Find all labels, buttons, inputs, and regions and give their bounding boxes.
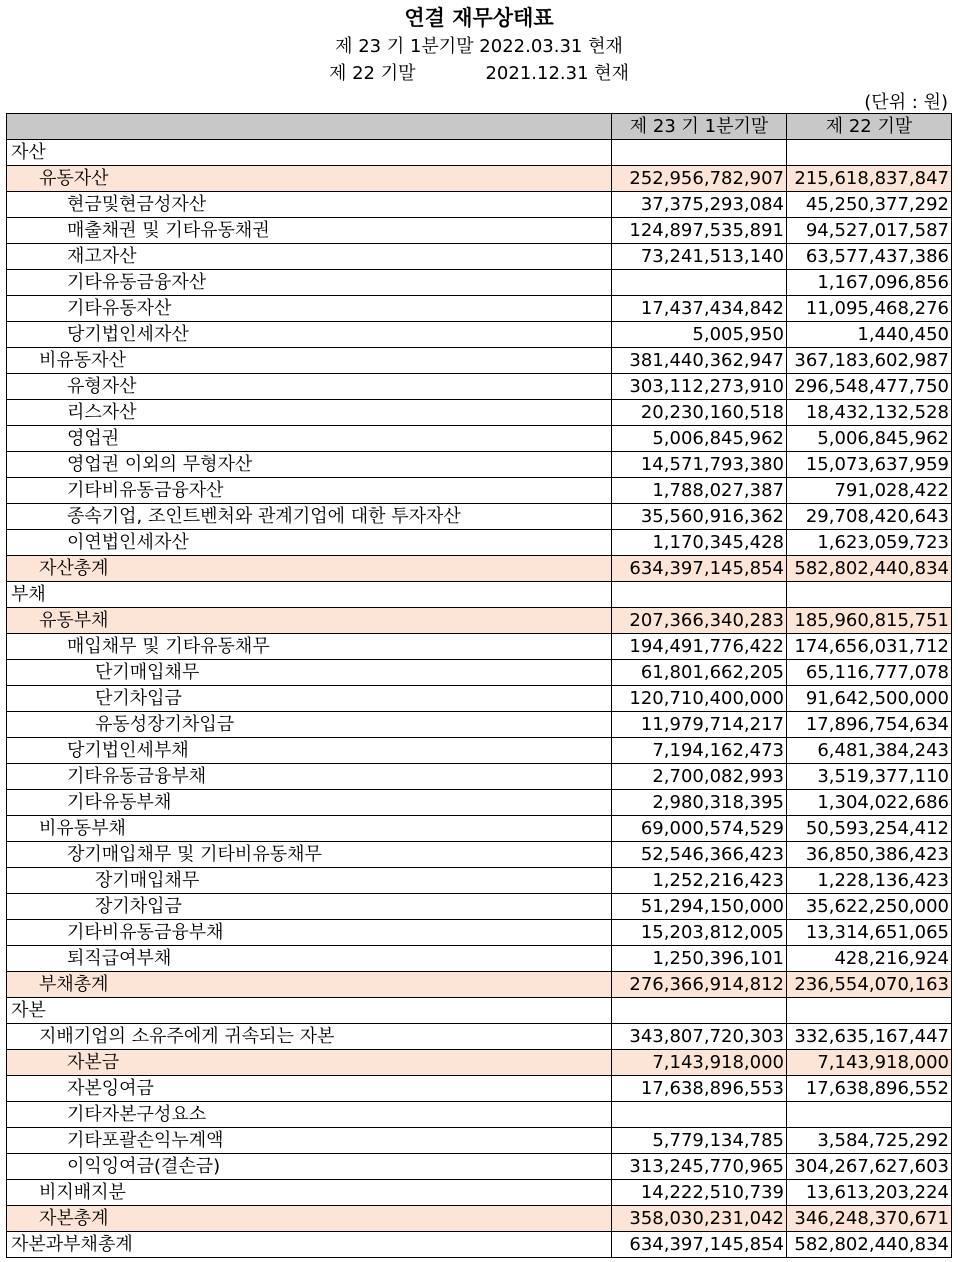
prior-period-value: 11,095,468,276 xyxy=(787,296,952,322)
account-name: 기타비유동금융부채 xyxy=(7,920,612,946)
table-row xyxy=(7,296,952,322)
account-name: 기타포괄손익누계액 xyxy=(7,1128,612,1154)
header-current-period: 제 23 기 1분기말 xyxy=(612,114,787,140)
table-row xyxy=(7,738,952,764)
account-name: 비지배지분 xyxy=(7,1180,612,1206)
prior-period-value: 3,519,377,110 xyxy=(787,764,952,790)
current-period-value xyxy=(612,582,787,608)
table-row xyxy=(7,322,952,348)
prior-period-value: 65,116,777,078 xyxy=(787,660,952,686)
current-period-value: 252,956,782,907 xyxy=(612,166,787,192)
current-period-value: 7,143,918,000 xyxy=(612,1050,787,1076)
account-name: 비유동부채 xyxy=(7,816,612,842)
account-name: 종속기업, 조인트벤처와 관계기업에 대한 투자자산 xyxy=(7,504,612,530)
current-period-value xyxy=(612,270,787,296)
current-period-value: 14,571,793,380 xyxy=(612,452,787,478)
prior-period-value: 45,250,377,292 xyxy=(787,192,952,218)
prior-period-value: 18,432,132,528 xyxy=(787,400,952,426)
table-row xyxy=(7,218,952,244)
prior-period-value: 174,656,031,712 xyxy=(787,634,952,660)
header-prior-period: 제 22 기말 xyxy=(787,114,952,140)
current-period-value: 1,170,345,428 xyxy=(612,530,787,556)
account-name: 매출채권 및 기타유동채권 xyxy=(7,218,612,244)
account-name: 현금및현금성자산 xyxy=(7,192,612,218)
current-period-value: 1,788,027,387 xyxy=(612,478,787,504)
prior-period-value: 582,802,440,834 xyxy=(787,556,952,582)
prior-period-date: 2021.12.31 현재 xyxy=(485,63,630,84)
account-name: 영업권 xyxy=(7,426,612,452)
table-row xyxy=(7,790,952,816)
table-row xyxy=(7,946,952,972)
table-row xyxy=(7,582,952,608)
table-row xyxy=(7,1206,952,1232)
prior-period-value xyxy=(787,582,952,608)
table-row xyxy=(7,478,952,504)
account-name: 영업권 이외의 무형자산 xyxy=(7,452,612,478)
prior-period-value: 1,623,059,723 xyxy=(787,530,952,556)
current-period-value: 313,245,770,965 xyxy=(612,1154,787,1180)
account-name: 장기차입금 xyxy=(7,894,612,920)
prior-period-value: 296,548,477,750 xyxy=(787,374,952,400)
prior-period-value xyxy=(787,1102,952,1128)
current-period-value: 73,241,513,140 xyxy=(612,244,787,270)
account-name: 지배기업의 소유주에게 귀속되는 자본 xyxy=(7,1024,612,1050)
account-name: 이익잉여금(결손금) xyxy=(7,1154,612,1180)
table-row xyxy=(7,894,952,920)
prior-period-value: 35,622,250,000 xyxy=(787,894,952,920)
prior-period-value: 791,028,422 xyxy=(787,478,952,504)
table-row xyxy=(7,556,952,582)
account-name: 단기매입채무 xyxy=(7,660,612,686)
account-name: 자본과부채총계 xyxy=(7,1232,612,1258)
current-period-value xyxy=(612,140,787,166)
account-name: 부채 xyxy=(7,582,612,608)
account-name: 자산총계 xyxy=(7,556,612,582)
current-period-value: 124,897,535,891 xyxy=(612,218,787,244)
prior-period-value: 1,167,096,856 xyxy=(787,270,952,296)
prior-period-value: 332,635,167,447 xyxy=(787,1024,952,1050)
account-name: 자본총계 xyxy=(7,1206,612,1232)
current-period-value: 35,560,916,362 xyxy=(612,504,787,530)
table-header-row xyxy=(7,114,952,140)
prior-period-value: 7,143,918,000 xyxy=(787,1050,952,1076)
account-name: 자본잉여금 xyxy=(7,1076,612,1102)
current-period-value: 194,491,776,422 xyxy=(612,634,787,660)
current-period-value: 37,375,293,084 xyxy=(612,192,787,218)
current-period-value: 14,222,510,739 xyxy=(612,1180,787,1206)
table-row xyxy=(7,504,952,530)
account-name: 자본 xyxy=(7,998,612,1024)
current-period-value: 343,807,720,303 xyxy=(612,1024,787,1050)
prior-period-line xyxy=(0,59,958,85)
current-period-value: 11,979,714,217 xyxy=(612,712,787,738)
prior-period-value: 6,481,384,243 xyxy=(787,738,952,764)
current-period-value: 2,700,082,993 xyxy=(612,764,787,790)
table-row xyxy=(7,660,952,686)
table-row xyxy=(7,426,952,452)
current-period-line: 제 23 기 1분기말 2022.03.31 현재 xyxy=(335,36,623,57)
prior-period-value: 13,314,651,065 xyxy=(787,920,952,946)
account-name: 매입채무 및 기타유동채무 xyxy=(7,634,612,660)
prior-period-value: 50,593,254,412 xyxy=(787,816,952,842)
unit-label: (단위 : 원) xyxy=(864,92,948,113)
account-name: 당기법인세부채 xyxy=(7,738,612,764)
table-row xyxy=(7,348,952,374)
current-period-value: 5,779,134,785 xyxy=(612,1128,787,1154)
account-name: 리스자산 xyxy=(7,400,612,426)
prior-period-value: 1,304,022,686 xyxy=(787,790,952,816)
prior-period-value: 3,584,725,292 xyxy=(787,1128,952,1154)
current-period-value: 1,250,396,101 xyxy=(612,946,787,972)
table-row xyxy=(7,920,952,946)
account-name: 유형자산 xyxy=(7,374,612,400)
current-period-value: 634,397,145,854 xyxy=(612,556,787,582)
table-row xyxy=(7,140,952,166)
prior-period-value: 236,554,070,163 xyxy=(787,972,952,998)
current-period-value: 5,006,845,962 xyxy=(612,426,787,452)
table-row xyxy=(7,686,952,712)
prior-period-value: 582,802,440,834 xyxy=(787,1232,952,1258)
account-name: 기타유동금융자산 xyxy=(7,270,612,296)
current-period-value: 61,801,662,205 xyxy=(612,660,787,686)
prior-period-value: 1,228,136,423 xyxy=(787,868,952,894)
prior-period-value: 185,960,815,751 xyxy=(787,608,952,634)
current-period-value: 120,710,400,000 xyxy=(612,686,787,712)
account-name: 재고자산 xyxy=(7,244,612,270)
table-row xyxy=(7,868,952,894)
account-name: 기타유동부채 xyxy=(7,790,612,816)
account-name: 단기차입금 xyxy=(7,686,612,712)
account-name: 이연법인세자산 xyxy=(7,530,612,556)
current-period-value: 276,366,914,812 xyxy=(612,972,787,998)
current-period-value: 1,252,216,423 xyxy=(612,868,787,894)
table-row xyxy=(7,530,952,556)
current-period-value: 2,980,318,395 xyxy=(612,790,787,816)
statement-title: 연결 재무상태표 xyxy=(404,6,554,30)
current-period-value: 7,194,162,473 xyxy=(612,738,787,764)
prior-period-value: 5,006,845,962 xyxy=(787,426,952,452)
current-period-value: 207,366,340,283 xyxy=(612,608,787,634)
current-period-value: 5,005,950 xyxy=(612,322,787,348)
prior-period-value: 17,638,896,552 xyxy=(787,1076,952,1102)
table-row xyxy=(7,998,952,1024)
table-row xyxy=(7,270,952,296)
current-period-value: 51,294,150,000 xyxy=(612,894,787,920)
prior-period-value: 215,618,837,847 xyxy=(787,166,952,192)
prior-period-value: 1,440,450 xyxy=(787,322,952,348)
current-period-value: 358,030,231,042 xyxy=(612,1206,787,1232)
account-name: 자산 xyxy=(7,140,612,166)
account-name: 자본금 xyxy=(7,1050,612,1076)
account-name: 당기법인세자산 xyxy=(7,322,612,348)
current-period-value xyxy=(612,1102,787,1128)
prior-period-label: 제 22 기말 xyxy=(328,63,416,84)
account-name: 부채총계 xyxy=(7,972,612,998)
table-row xyxy=(7,1180,952,1206)
table-row xyxy=(7,816,952,842)
table-row xyxy=(7,712,952,738)
account-name: 기타비유동금융자산 xyxy=(7,478,612,504)
table-row xyxy=(7,374,952,400)
header-account xyxy=(7,114,612,140)
account-name: 유동부채 xyxy=(7,608,612,634)
table-row xyxy=(7,452,952,478)
prior-period-value: 36,850,386,423 xyxy=(787,842,952,868)
table-row xyxy=(7,400,952,426)
prior-period-value: 367,183,602,987 xyxy=(787,348,952,374)
prior-period-value: 13,613,203,224 xyxy=(787,1180,952,1206)
prior-period-value: 91,642,500,000 xyxy=(787,686,952,712)
table-row xyxy=(7,192,952,218)
current-period-value: 17,437,434,842 xyxy=(612,296,787,322)
table-row xyxy=(7,972,952,998)
account-name: 유동성장기차입금 xyxy=(7,712,612,738)
table-row xyxy=(7,764,952,790)
table-row xyxy=(7,244,952,270)
current-period-value: 15,203,812,005 xyxy=(612,920,787,946)
table-row xyxy=(7,842,952,868)
account-name: 비유동자산 xyxy=(7,348,612,374)
table-body xyxy=(7,140,952,1258)
prior-period-value: 29,708,420,643 xyxy=(787,504,952,530)
prior-period-value: 428,216,924 xyxy=(787,946,952,972)
account-name: 장기매입채무 및 기타비유동채무 xyxy=(7,842,612,868)
table-row xyxy=(7,1232,952,1258)
account-name: 기타유동자산 xyxy=(7,296,612,322)
account-name: 기타유동금융부채 xyxy=(7,764,612,790)
table-row xyxy=(7,608,952,634)
table-row xyxy=(7,1128,952,1154)
current-period-value: 634,397,145,854 xyxy=(612,1232,787,1258)
table-row xyxy=(7,1102,952,1128)
account-name: 장기매입채무 xyxy=(7,868,612,894)
prior-period-value: 15,073,637,959 xyxy=(787,452,952,478)
account-name: 유동자산 xyxy=(7,166,612,192)
current-period-value: 52,546,366,423 xyxy=(612,842,787,868)
current-period-value: 17,638,896,553 xyxy=(612,1076,787,1102)
balance-sheet-table xyxy=(6,113,952,1258)
prior-period-value: 17,896,754,634 xyxy=(787,712,952,738)
table-row xyxy=(7,1076,952,1102)
table-row xyxy=(7,1154,952,1180)
account-name: 퇴직급여부채 xyxy=(7,946,612,972)
prior-period-value: 346,248,370,671 xyxy=(787,1206,952,1232)
prior-period-value xyxy=(787,140,952,166)
table-row xyxy=(7,1024,952,1050)
current-period-value: 303,112,273,910 xyxy=(612,374,787,400)
prior-period-value: 63,577,437,386 xyxy=(787,244,952,270)
current-period-value: 69,000,574,529 xyxy=(612,816,787,842)
table-row xyxy=(7,1050,952,1076)
table-row xyxy=(7,166,952,192)
table-row xyxy=(7,634,952,660)
current-period-value xyxy=(612,998,787,1024)
current-period-value: 381,440,362,947 xyxy=(612,348,787,374)
prior-period-value xyxy=(787,998,952,1024)
account-name: 기타자본구성요소 xyxy=(7,1102,612,1128)
prior-period-value: 94,527,017,587 xyxy=(787,218,952,244)
prior-period-value: 304,267,627,603 xyxy=(787,1154,952,1180)
current-period-value: 20,230,160,518 xyxy=(612,400,787,426)
